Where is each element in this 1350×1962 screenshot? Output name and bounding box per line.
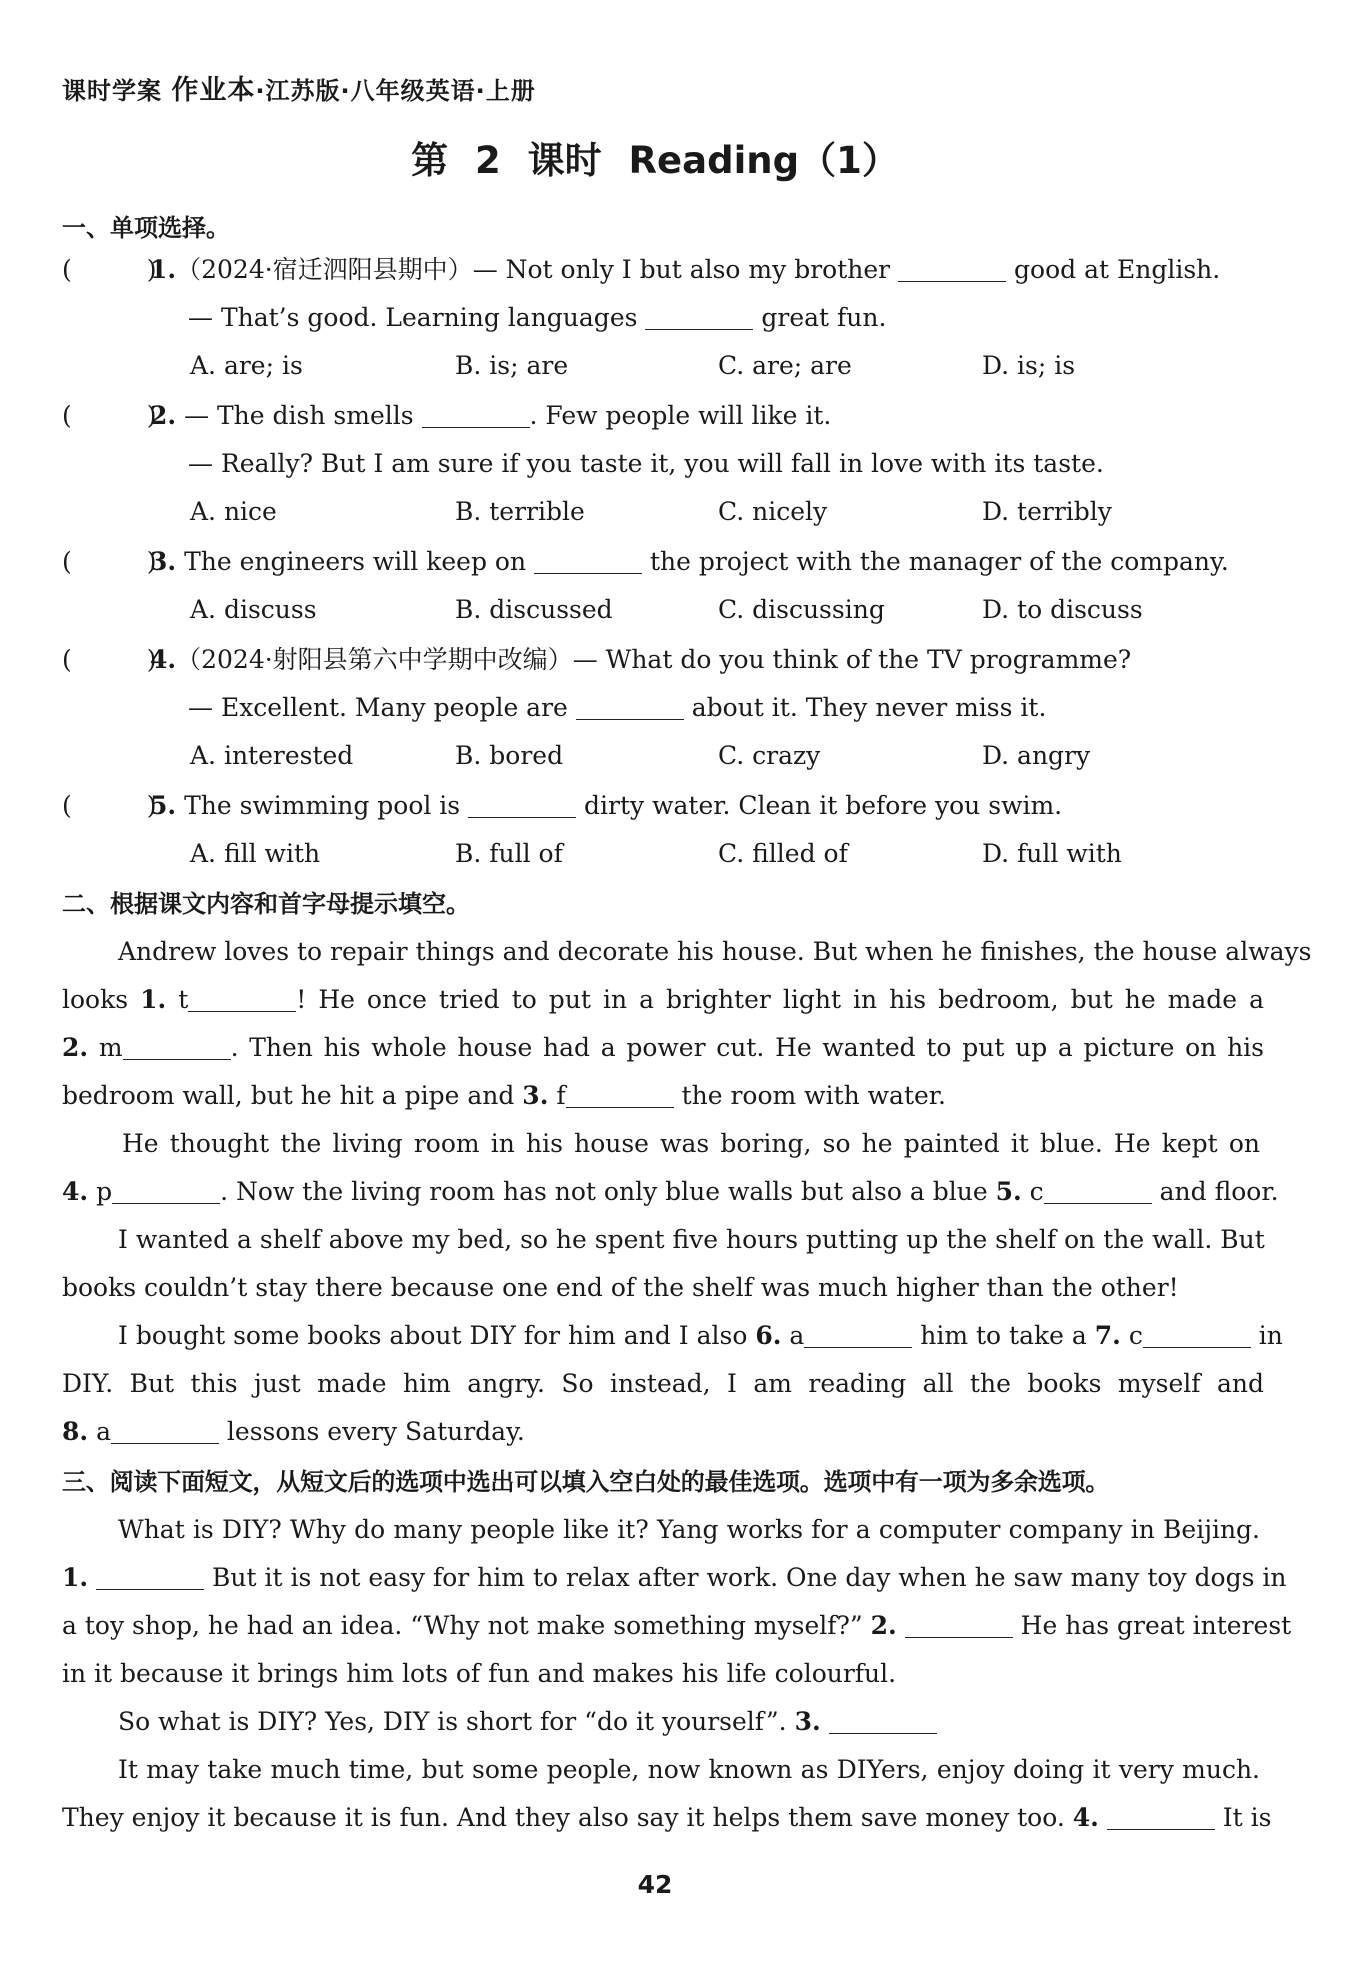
part2-line-7: I wanted a shelf above my bed, so he spent five hours putting up the shelf on the wall. But [118, 1225, 1265, 1254]
part2-text: bedroom wall, but he hit a pipe and [62, 1081, 515, 1110]
q4-line2-b: about it. They never miss it. [691, 693, 1047, 722]
header-book-type: 作业本 [171, 75, 256, 106]
q1-source: （2024·宿迁泗阳县期中） [176, 255, 473, 284]
q3-number: 3. [150, 547, 177, 576]
q1-option-a[interactable]: A. are; is [190, 351, 303, 380]
blank-number: 7. [1094, 1321, 1121, 1350]
blank-number: 5. [995, 1177, 1022, 1206]
part2-blank-7[interactable] [1143, 1321, 1251, 1348]
q2-option-b[interactable]: B. terrible [455, 497, 585, 526]
hint-letter: a [96, 1417, 111, 1446]
hint-letter: c [1128, 1321, 1143, 1350]
blank-number: 6. [755, 1321, 782, 1350]
q4-line-2 [188, 688, 1046, 728]
part3-blank-4[interactable] [1107, 1803, 1215, 1830]
q5-option-c[interactable]: C. filled of [718, 839, 848, 868]
question-1: ( )1.（2024·宿迁泗阳县期中）— Not only I but also my brother good at English. [62, 255, 1221, 284]
q3-option-b[interactable]: B. discussed [455, 595, 613, 624]
q2-blank[interactable] [422, 401, 530, 428]
q4-line2-a: — Excellent. Many people are [188, 693, 568, 722]
header-edition: ·江苏版·八年级英语·上册 [255, 77, 536, 105]
question-5: ( )5. The swimming pool is dirty water. Clean it before you swim. [62, 791, 1063, 820]
hint-letter: a [789, 1321, 805, 1350]
q3-option-a[interactable]: A. discuss [190, 595, 317, 624]
part3-line-6: It may take much time, but some people, now known as DIYers, enjoy doing it very much. [118, 1755, 1260, 1784]
question-3: ( )3. The engineers will keep on the project with the manager of the company. [62, 547, 1229, 576]
q5-number: 5. [150, 791, 177, 820]
q3-text-a: The engineers will keep on [184, 547, 527, 576]
hint-letter: m [98, 1033, 123, 1062]
part2-text: ! He once tried to put in a brighter light in his bedroom, but he made a [296, 985, 1264, 1014]
q4-option-a[interactable]: A. interested [190, 741, 354, 770]
part2-line-10: DIY. But this just made him angry. So instead, I am reading all the books myself and [62, 1369, 1264, 1398]
q2-option-c[interactable]: C. nicely [718, 497, 828, 526]
part2-text: I bought some books about DIY for him and I also [118, 1321, 748, 1350]
blank-number: 3. [522, 1081, 549, 1110]
part3-text: a toy shop, he had an idea. “Why not make something myself?” [62, 1611, 863, 1640]
part2-blank-2[interactable] [123, 1033, 231, 1060]
section-3-heading: 三、阅读下面短文，从短文后的选项中选出可以填入空白处的最佳选项。选项中有一项为多余选项。 [62, 1468, 1110, 1496]
q1-option-d[interactable]: D. is; is [982, 351, 1076, 380]
page-title: 第 2 课时 Reading（1） [411, 139, 899, 182]
q3-option-c[interactable]: C. discussing [718, 595, 885, 624]
part2-line-8: books couldn’t stay there because one end of the shelf was much higher than the other! [62, 1273, 1179, 1302]
blank-number: 8. [62, 1417, 89, 1446]
part2-line-5: He thought the living room in his house was boring, so he painted it blue. He kept on [122, 1129, 1260, 1158]
q1-option-b[interactable]: B. is; are [455, 351, 569, 380]
part2-line-2 [62, 980, 1264, 1020]
q2-number: 2. [150, 401, 177, 430]
q1-blank-2[interactable] [645, 303, 753, 330]
part2-text: and floor. [1159, 1177, 1279, 1206]
part2-line-9 [118, 1316, 1283, 1356]
part2-blank-5[interactable] [1044, 1177, 1152, 1204]
part3-line-7 [62, 1798, 1272, 1838]
q4-number: 4. [150, 645, 177, 674]
book-header [62, 68, 536, 107]
q2-text-b: . Few people will like it. [529, 401, 832, 430]
q4-blank[interactable] [576, 693, 684, 720]
q1-line2-b: great fun. [761, 303, 887, 332]
part3-blank-3[interactable] [829, 1707, 937, 1734]
part3-line-4: in it because it brings him lots of fun and makes his life colourful. [62, 1659, 897, 1688]
q2-option-a[interactable]: A. nice [190, 497, 277, 526]
blank-number: 2. [870, 1611, 897, 1640]
part3-line-5 [118, 1702, 937, 1742]
q2-option-d[interactable]: D. terribly [982, 497, 1112, 526]
hint-letter: t [178, 985, 189, 1014]
q1-line-2 [188, 298, 886, 338]
blank-number: 3. [794, 1707, 821, 1736]
page-number: 42 [637, 1870, 673, 1899]
part2-line-1: Andrew loves to repair things and decorate his house. But when he finishes, the house always [118, 937, 1312, 966]
q5-option-a[interactable]: A. fill with [190, 839, 321, 868]
q5-text-a: The swimming pool is [184, 791, 461, 820]
part2-blank-1[interactable] [188, 985, 296, 1012]
part2-text: looks [62, 985, 129, 1014]
part2-text: the room with water. [681, 1081, 946, 1110]
blank-number: 2. [62, 1033, 89, 1062]
hint-letter: c [1029, 1177, 1044, 1206]
blank-number: 1. [140, 985, 167, 1014]
hint-letter: p [96, 1177, 113, 1206]
header-series: 课时学案 [62, 77, 162, 105]
q4-option-d[interactable]: D. angry [982, 741, 1091, 770]
q1-blank[interactable] [898, 255, 1006, 282]
part3-line-2 [62, 1558, 1287, 1598]
q5-option-d[interactable]: D. full with [982, 839, 1122, 868]
part2-text: him to take a [920, 1321, 1087, 1350]
part2-blank-6[interactable] [804, 1321, 912, 1348]
q4-option-b[interactable]: B. bored [455, 741, 564, 770]
q5-blank[interactable] [468, 791, 576, 818]
section-1-heading: 一、单项选择。 [62, 214, 230, 242]
part2-line-6 [62, 1172, 1279, 1212]
part2-line-4 [62, 1076, 946, 1116]
part2-text: . Then his whole house had a power cut. He wanted to put up a picture on his [230, 1033, 1264, 1062]
part2-line-3 [62, 1028, 1264, 1068]
q1-line2-a: — That’s good. Learning languages [188, 303, 638, 332]
q4-source: （2024·射阳县第六中学期中改编） [176, 645, 573, 674]
q3-text-b: the project with the manager of the company. [649, 547, 1229, 576]
blank-number: 4. [62, 1177, 89, 1206]
part3-line-3 [62, 1606, 1292, 1646]
q1-option-c[interactable]: C. are; are [718, 351, 852, 380]
part3-text: It is [1222, 1803, 1272, 1832]
q1-text-a: — Not only I but also my brother [472, 255, 891, 284]
part2-blank-3[interactable] [566, 1081, 674, 1108]
part2-blank-4[interactable] [112, 1177, 220, 1204]
q2-line-2: — Really? But I am sure if you taste it, you will fall in love with its taste. [188, 449, 1104, 478]
part2-text: . Now the living room has not only blue walls but also a blue [220, 1177, 988, 1206]
q2-text-a: — The dish smells [184, 401, 414, 430]
part2-line-11 [62, 1412, 525, 1452]
part3-blank-2[interactable] [905, 1611, 1013, 1638]
q3-blank[interactable] [534, 547, 642, 574]
part2-text: in [1258, 1321, 1283, 1350]
part2-text: lessons every Saturday. [226, 1417, 525, 1446]
section-2-heading: 二、根据课文内容和首字母提示填空。 [62, 890, 470, 918]
part3-blank-1[interactable] [96, 1563, 204, 1590]
hint-letter: f [556, 1081, 566, 1110]
q5-option-b[interactable]: B. full of [455, 839, 563, 868]
q1-number: 1. [150, 255, 177, 284]
q4-option-c[interactable]: C. crazy [718, 741, 821, 770]
part3-text: They enjoy it because it is fun. And they also say it helps them save money too. [62, 1803, 1065, 1832]
blank-number: 1. [62, 1563, 89, 1592]
q4-text: — What do you think of the TV programme? [572, 645, 1132, 674]
question-4: ( )4.（2024·射阳县第六中学期中改编）— What do you think of the TV programme? [62, 645, 1132, 674]
part3-text: But it is not easy for him to relax after work. One day when he saw many toy dogs in [212, 1563, 1287, 1592]
part3-line-1: What is DIY? Why do many people like it? Yang works for a computer company in Beijing. [118, 1515, 1260, 1544]
q5-text-b: dirty water. Clean it before you swim. [584, 791, 1063, 820]
q1-text-b: good at English. [1014, 255, 1221, 284]
part3-text: So what is DIY? Yes, DIY is short for “do it yourself”. [118, 1707, 787, 1736]
q3-option-d[interactable]: D. to discuss [982, 595, 1143, 624]
part2-blank-8[interactable] [111, 1417, 219, 1444]
part3-text: He has great interest [1020, 1611, 1292, 1640]
question-2: ( )2. — The dish smells . Few people will like it. [62, 401, 832, 430]
blank-number: 4. [1072, 1803, 1099, 1832]
